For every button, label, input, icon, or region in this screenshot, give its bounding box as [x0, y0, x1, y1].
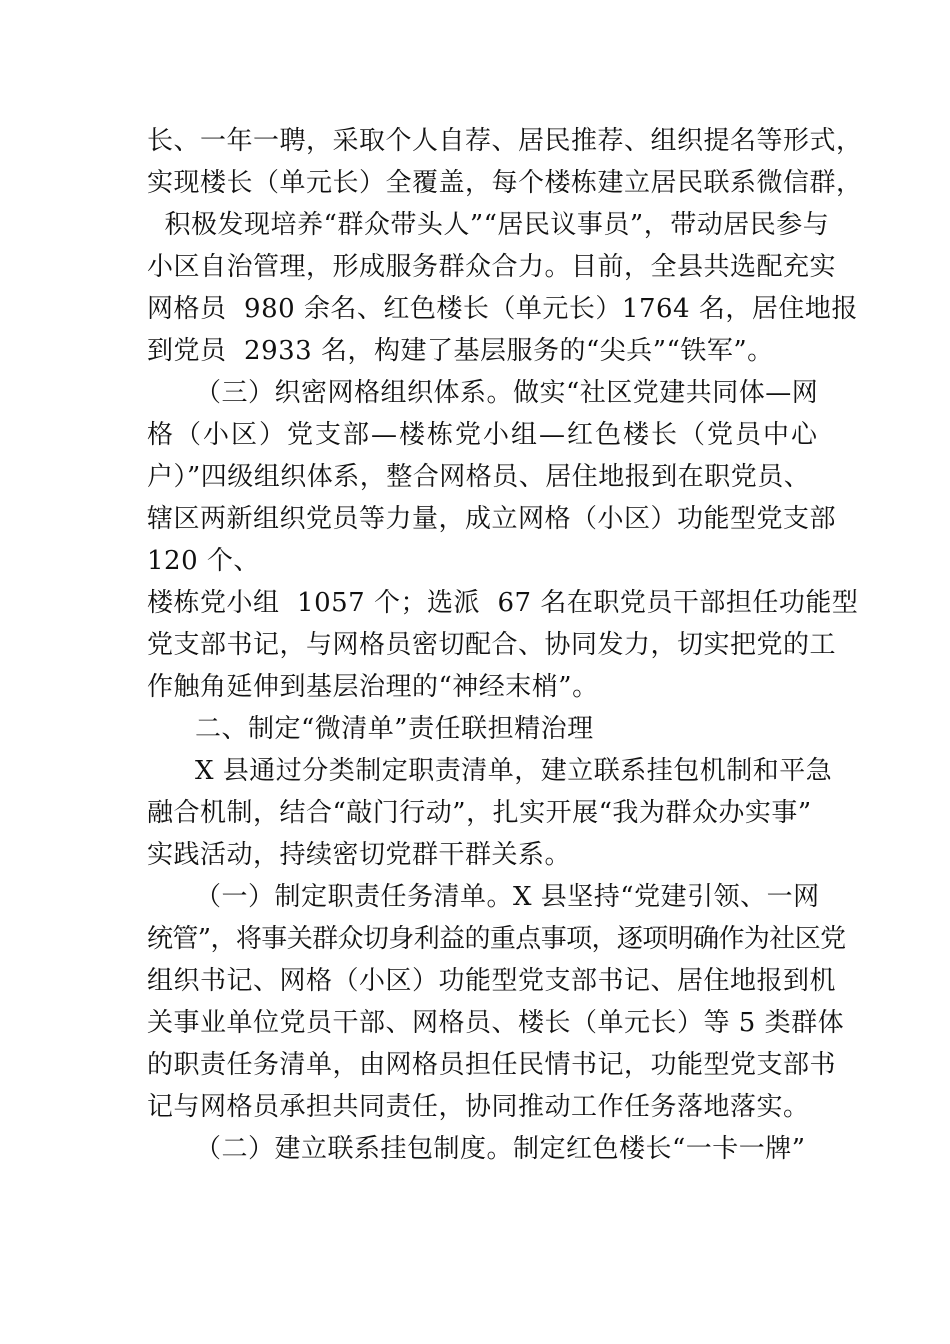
text-line-22: 关事业单位党员干部、网格员、楼长（单元长）等 5 类群体: [147, 1008, 845, 1038]
text-line-23: 的职责任务清单，由网格员担任民情书记，功能型党支部书: [147, 1050, 837, 1080]
text-line-24: 记与网格员承担共同责任，协同推动工作任务落地落实。: [147, 1092, 810, 1122]
text-line-12: 楼栋党小组 1057 个；选派 67 名在职党员干部担任功能型: [147, 588, 859, 618]
text-line-6: 到党员 2933 名，构建了基层服务的“尖兵”“铁军”。: [147, 336, 774, 366]
text-line-14: 作触角延伸到基层治理的“神经末梢”。: [147, 672, 599, 702]
text-line-2: 实现楼长（单元长）全覆盖，每个楼栋建立居民联系微信群，: [147, 168, 863, 198]
text-line-11: 120 个、: [147, 546, 260, 576]
paragraph-x-county-line-1: X 县通过分类制定职责清单，建立联系挂包机制和平急: [195, 756, 833, 786]
text-line-10: 辖区两新组织党员等力量，成立网格（小区）功能型党支部: [147, 504, 837, 534]
text-line-5: 网格员 980 余名、红色楼长（单元长）1764 名，居住地报: [147, 294, 858, 324]
text-line-9: 户）”四级组织体系，整合网格员、居住地报到在职党员、: [147, 462, 811, 492]
text-line-3: 积极发现培养“群众带头人”“居民议事员”，带动居民参与: [147, 210, 830, 240]
text-line-20: 统管”，将事关群众切身利益的重点事项，逐项明确作为社区党: [147, 924, 846, 954]
section-heading-2: 二、制定“微清单”责任联担精治理: [195, 714, 594, 744]
text-line-21: 组织书记、网格（小区）功能型党支部书记、居住地报到机: [147, 966, 837, 996]
text-line-1: 长、一年一聘，采取个人自荐、居民推荐、组织提名等形式，: [147, 126, 863, 156]
text-line-8: 格（小区）党支部—楼栋党小组—红色楼长（党员中心: [147, 420, 820, 450]
text-line-13: 党支部书记，与网格员密切配合、协同发力，切实把党的工: [147, 630, 837, 660]
subheading-1-line-1: （一）制定职责任务清单。X 县坚持“党建引领、一网: [195, 882, 820, 912]
text-line-4: 小区自治管理，形成服务群众合力。目前，全县共选配充实: [147, 252, 837, 282]
subheading-3-line-1: （三）织密网格组织体系。做实“社区党建共同体—网: [195, 378, 819, 408]
text-line-18: 实践活动，持续密切党群干群关系。: [147, 840, 572, 870]
text-line-17: 融合机制，结合“敲门行动”，扎实开展“我为群众办实事”: [147, 798, 812, 828]
subheading-2-line-1: （二）建立联系挂包制度。制定红色楼长“一卡一牌”: [195, 1134, 806, 1164]
